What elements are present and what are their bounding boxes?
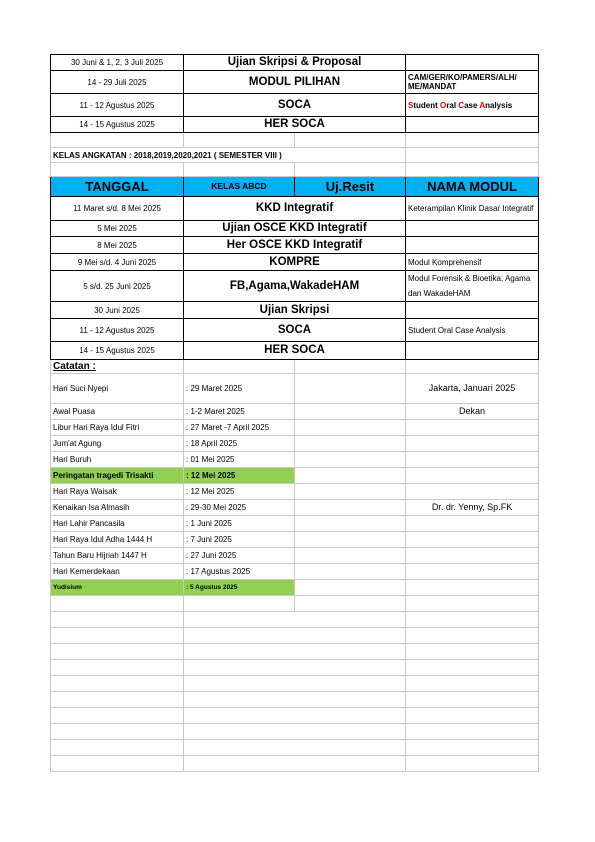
top-note-4 bbox=[406, 117, 539, 133]
top-date-4: 14 - 15 Agustus 2025 bbox=[51, 117, 184, 133]
schedule-row bbox=[51, 197, 539, 221]
holiday-name: Hari Kemerdekaan bbox=[51, 564, 184, 580]
top-date-2: 14 - 29 Juli 2025 bbox=[51, 71, 184, 94]
schedule-date: 11 - 12 Agustus 2025 bbox=[51, 319, 184, 342]
top-row-1 bbox=[51, 55, 539, 71]
holiday-date: : 27 Juni 2025 bbox=[184, 548, 295, 564]
header-kelas: KELAS ABCD bbox=[184, 177, 295, 197]
holiday-row bbox=[51, 404, 539, 420]
holiday-name: Tahun Baru Hijriah 1447 H bbox=[51, 548, 184, 564]
schedule-activity: KKD Integratif bbox=[184, 197, 406, 221]
top-date-3: 11 - 12 Agustus 2025 bbox=[51, 94, 184, 117]
header-modul: NAMA MODUL bbox=[406, 177, 539, 197]
schedule-row bbox=[51, 237, 539, 254]
schedule-date: 14 - 15 Agustus 2025 bbox=[51, 342, 184, 360]
schedule-date: 30 Juni 2025 bbox=[51, 302, 184, 319]
schedule-date: 5 Mei 2025 bbox=[51, 221, 184, 237]
holiday-row bbox=[51, 452, 539, 468]
schedule-module bbox=[406, 342, 539, 360]
schedule-module bbox=[406, 221, 539, 237]
top-note-2: CAM/GER/KO/PAMERS/ALH/ ME/MANDAT bbox=[406, 71, 539, 94]
schedule-activity: Ujian OSCE KKD Integratif bbox=[184, 221, 406, 237]
top-row-2 bbox=[51, 71, 539, 94]
empty-row bbox=[51, 724, 539, 740]
holiday-name: Hari Lahir Pancasila bbox=[51, 516, 184, 532]
empty-row bbox=[51, 756, 539, 772]
holiday-name: Hari Suci Nyepi bbox=[51, 374, 184, 404]
schedule-row bbox=[51, 319, 539, 342]
holiday-date: : 17 Agustus 2025 bbox=[184, 564, 295, 580]
empty-row bbox=[51, 596, 539, 612]
schedule-module: Student Oral Case Analysis bbox=[406, 319, 539, 342]
empty-row bbox=[51, 612, 539, 628]
holiday-date: : 18 April 2025 bbox=[184, 436, 295, 452]
holiday-name: Jum'at Agung bbox=[51, 436, 184, 452]
notes-title-row bbox=[51, 360, 539, 374]
top-note-3: Student Oral Case Analysis bbox=[406, 94, 539, 117]
holiday-row bbox=[51, 516, 539, 532]
holiday-row bbox=[51, 436, 539, 452]
schedule-activity: HER SOCA bbox=[184, 342, 406, 360]
schedule-activity: FB,Agama,WakadeHAM bbox=[184, 271, 406, 302]
schedule-row bbox=[51, 342, 539, 360]
schedule-module bbox=[406, 302, 539, 319]
holiday-date: : 29 Maret 2025 bbox=[184, 374, 295, 404]
signature-name: Dr. dr. Yenny, Sp.FK bbox=[406, 500, 539, 516]
schedule-date: 8 Mei 2025 bbox=[51, 237, 184, 254]
top-activity-2: MODUL PILIHAN bbox=[184, 71, 406, 94]
empty-row bbox=[51, 676, 539, 692]
holiday-row bbox=[51, 500, 539, 516]
schedule-activity: SOCA bbox=[184, 319, 406, 342]
schedule-module: Modul Forensik & Bioetika, Agama dan WakadeHAM bbox=[406, 271, 539, 302]
holiday-date: : 01 Mei 2025 bbox=[184, 452, 295, 468]
holiday-date: : 12 Mei 2025 bbox=[184, 484, 295, 500]
holiday-date: : 27 Maret -7 April 2025 bbox=[184, 420, 295, 436]
holiday-name: Hari Raya Idul Adha 1444 H bbox=[51, 532, 184, 548]
schedule-activity: Her OSCE KKD Integratif bbox=[184, 237, 406, 254]
header-tanggal: TANGGAL bbox=[51, 177, 184, 197]
schedule-date: 11 Maret s/d. 8 Mei 2025 bbox=[51, 197, 184, 221]
holiday-date: : 29-30 Mei 2025 bbox=[184, 500, 295, 516]
spacer-row bbox=[51, 133, 539, 148]
signature-title: Dekan bbox=[406, 404, 539, 420]
holiday-date: : 7 Juni 2025 bbox=[184, 532, 295, 548]
holiday-row-highlighted bbox=[51, 468, 539, 484]
top-row-4 bbox=[51, 117, 539, 133]
empty-row bbox=[51, 628, 539, 644]
holiday-date: : 5 Agustus 2025 bbox=[184, 580, 295, 596]
schedule-row bbox=[51, 254, 539, 271]
schedule-table bbox=[50, 54, 539, 772]
top-date-1: 30 Juni & 1, 2, 3 Juli 2025 bbox=[51, 55, 184, 71]
holiday-date: : 1-2 Maret 2025 bbox=[184, 404, 295, 420]
top-activity-4: HER SOCA bbox=[184, 117, 406, 133]
holiday-date: : 12 Mei 2025 bbox=[184, 468, 295, 484]
schedule-date: 5 s/d. 25 Juni 2025 bbox=[51, 271, 184, 302]
holiday-name: Hari Buruh bbox=[51, 452, 184, 468]
holiday-row-highlighted bbox=[51, 580, 539, 596]
holiday-name: Libur Hari Raya Idul Fitri bbox=[51, 420, 184, 436]
empty-row bbox=[51, 660, 539, 676]
schedule-row bbox=[51, 302, 539, 319]
class-heading-row bbox=[51, 148, 539, 163]
holiday-name: Peringatan tragedi Trisakti bbox=[51, 468, 184, 484]
top-activity-3: SOCA bbox=[184, 94, 406, 117]
holiday-name: Awal Puasa bbox=[51, 404, 184, 420]
empty-row bbox=[51, 740, 539, 756]
top-row-3 bbox=[51, 94, 539, 117]
holiday-row bbox=[51, 374, 539, 404]
holiday-row bbox=[51, 548, 539, 564]
schedule-row bbox=[51, 221, 539, 237]
schedule-module bbox=[406, 237, 539, 254]
calendar-sheet bbox=[50, 54, 538, 772]
schedule-activity: Ujian Skripsi bbox=[184, 302, 406, 319]
holiday-name: Hari Raya Waisak bbox=[51, 484, 184, 500]
schedule-date: 9 Mei s/d. 4 Juni 2025 bbox=[51, 254, 184, 271]
notes-title: Catatan : bbox=[51, 360, 184, 374]
holiday-row bbox=[51, 484, 539, 500]
class-heading: KELAS ANGKATAN : 2018,2019,2020,2021 ( SEMESTER VIII ) bbox=[51, 148, 406, 163]
empty-row bbox=[51, 644, 539, 660]
schedule-row bbox=[51, 271, 539, 302]
empty-row bbox=[51, 692, 539, 708]
signature-place-date: Jakarta, Januari 2025 bbox=[406, 374, 539, 404]
top-activity-1: Ujian Skripsi & Proposal bbox=[184, 55, 406, 71]
table-header bbox=[51, 177, 539, 197]
schedule-module: Keterampilan Klinik Dasar Integratif bbox=[406, 197, 539, 221]
empty-row bbox=[51, 708, 539, 724]
holiday-date: : 1 Juni 2025 bbox=[184, 516, 295, 532]
schedule-activity: KOMPRE bbox=[184, 254, 406, 271]
header-resit: Uj.Resit bbox=[295, 177, 406, 197]
holiday-row bbox=[51, 420, 539, 436]
top-note-1 bbox=[406, 55, 539, 71]
holiday-name: Kenaikan Isa Almasih bbox=[51, 500, 184, 516]
schedule-module: Modul Komprehensif bbox=[406, 254, 539, 271]
holiday-row bbox=[51, 532, 539, 548]
holiday-name: Yudisium bbox=[51, 580, 184, 596]
holiday-row bbox=[51, 564, 539, 580]
